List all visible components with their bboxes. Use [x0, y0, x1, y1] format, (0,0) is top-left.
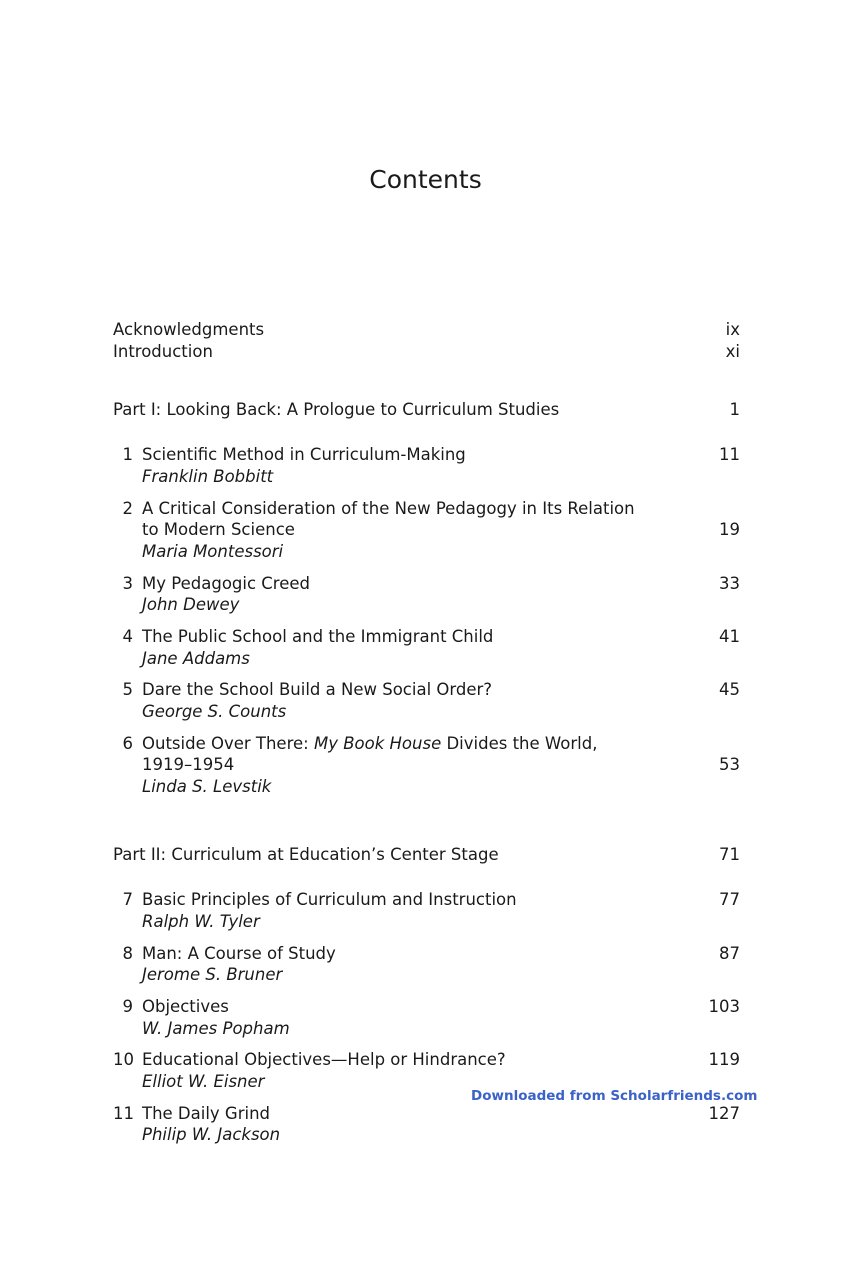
chapter-title: Man: A Course of Study — [142, 944, 336, 963]
chapter-author-line — [113, 541, 740, 563]
part-label: Part II: Curriculum at Education’s Center Stage — [113, 845, 499, 864]
chapter-number: 11 — [113, 1104, 134, 1123]
chapter-number: 4 — [122, 627, 133, 646]
toc-entry-introduction[interactable] — [113, 341, 740, 363]
chapter-author: Maria Montessori — [142, 542, 284, 561]
chapter-title: 1919–1954 — [142, 755, 235, 774]
entry-label: Acknowledgments — [113, 320, 265, 339]
toc-part-1[interactable] — [113, 399, 740, 421]
chapter-title-continuation — [113, 754, 740, 776]
chapter-number: 10 — [113, 1050, 134, 1069]
chapter-number: 9 — [122, 997, 133, 1016]
toc-chapter-2[interactable] — [113, 498, 740, 520]
chapter-author: Linda S. Levstik — [142, 777, 272, 796]
watermark-text: Downloaded from Scholarfriends.com — [471, 1088, 758, 1104]
chapter-title: Basic Principles of Curriculum and Instruction — [142, 890, 517, 909]
page-number: 33 — [719, 574, 740, 593]
chapter-author: Jane Addams — [142, 649, 250, 668]
chapter-title: The Public School and the Immigrant Child — [142, 627, 494, 646]
toc-chapter-10[interactable] — [113, 1049, 740, 1071]
chapter-number: 1 — [122, 445, 133, 464]
chapter-number: 2 — [122, 499, 133, 518]
chapter-author: Elliot W. Eisner — [142, 1072, 265, 1091]
page-number: ix — [725, 320, 740, 339]
chapter-number: 5 — [122, 680, 133, 699]
chapter-title: A Critical Consideration of the New Pedagogy in Its Relation — [142, 499, 635, 518]
toc-entry-acknowledgments[interactable] — [113, 319, 740, 341]
chapter-number: 3 — [122, 574, 133, 593]
chapter-author: Ralph W. Tyler — [142, 912, 260, 931]
chapter-title: Scientific Method in Curriculum-Making — [142, 445, 466, 464]
chapter-title: Objectives — [142, 997, 229, 1016]
page-number: 45 — [719, 680, 740, 699]
chapter-title: The Daily Grind — [142, 1104, 271, 1123]
book-title: My Book House — [313, 734, 442, 753]
chapter-title-part: Divides the World, — [441, 734, 598, 753]
chapter-author-line — [113, 466, 740, 488]
chapter-title: Dare the School Build a New Social Order? — [142, 680, 493, 699]
page-number: 127 — [708, 1104, 740, 1123]
chapter-title: Educational Objectives—Help or Hindrance? — [142, 1050, 506, 1069]
toc-chapter-9[interactable] — [113, 996, 740, 1018]
chapter-author-line — [113, 911, 740, 933]
chapter-author-line — [113, 776, 740, 798]
chapter-author: W. James Popham — [142, 1019, 290, 1038]
page-number: 77 — [719, 890, 740, 909]
toc-chapter-11[interactable] — [113, 1103, 740, 1125]
toc-chapter-4[interactable] — [113, 626, 740, 648]
page-number: 71 — [719, 845, 740, 864]
toc-chapter-1[interactable] — [113, 444, 740, 466]
chapter-author: John Dewey — [142, 595, 240, 614]
toc-chapter-7[interactable] — [113, 889, 740, 911]
page-number: 103 — [708, 997, 740, 1016]
chapter-author-line — [113, 648, 740, 670]
chapter-author-line — [113, 1018, 740, 1040]
chapter-title: to Modern Science — [142, 520, 295, 539]
page-number: xi — [725, 342, 740, 361]
page-number: 19 — [719, 520, 740, 539]
entry-label: Introduction — [113, 342, 213, 361]
chapter-author-line — [113, 1124, 740, 1146]
chapter-number: 8 — [122, 944, 133, 963]
toc-chapter-8[interactable] — [113, 943, 740, 965]
page-number: 87 — [719, 944, 740, 963]
chapter-author: Philip W. Jackson — [142, 1125, 281, 1144]
chapter-title — [142, 733, 597, 755]
chapter-author-line — [113, 964, 740, 986]
toc-chapter-3[interactable] — [113, 573, 740, 595]
page-number: 1 — [729, 400, 740, 419]
page-number: 119 — [708, 1050, 740, 1069]
part-label: Part I: Looking Back: A Prologue to Curriculum Studies — [113, 400, 560, 419]
chapter-title-part: Outside Over There: — [142, 734, 314, 753]
page-number: 53 — [719, 755, 740, 774]
page-number: 41 — [719, 627, 740, 646]
toc-chapter-5[interactable] — [113, 679, 740, 701]
page-title: Contents — [369, 165, 482, 194]
chapter-title-continuation — [113, 519, 740, 541]
chapter-title: My Pedagogic Creed — [142, 574, 311, 593]
chapter-number: 7 — [122, 890, 133, 909]
page-number: 11 — [719, 445, 740, 464]
chapter-author-line — [113, 701, 740, 723]
toc-part-2[interactable] — [113, 844, 740, 866]
chapter-author: Franklin Bobbitt — [142, 467, 274, 486]
chapter-author: Jerome S. Bruner — [142, 965, 283, 984]
chapter-author: George S. Counts — [142, 702, 287, 721]
toc-chapter-6[interactable] — [113, 733, 740, 755]
chapter-author-line — [113, 594, 740, 616]
chapter-number: 6 — [122, 734, 133, 753]
